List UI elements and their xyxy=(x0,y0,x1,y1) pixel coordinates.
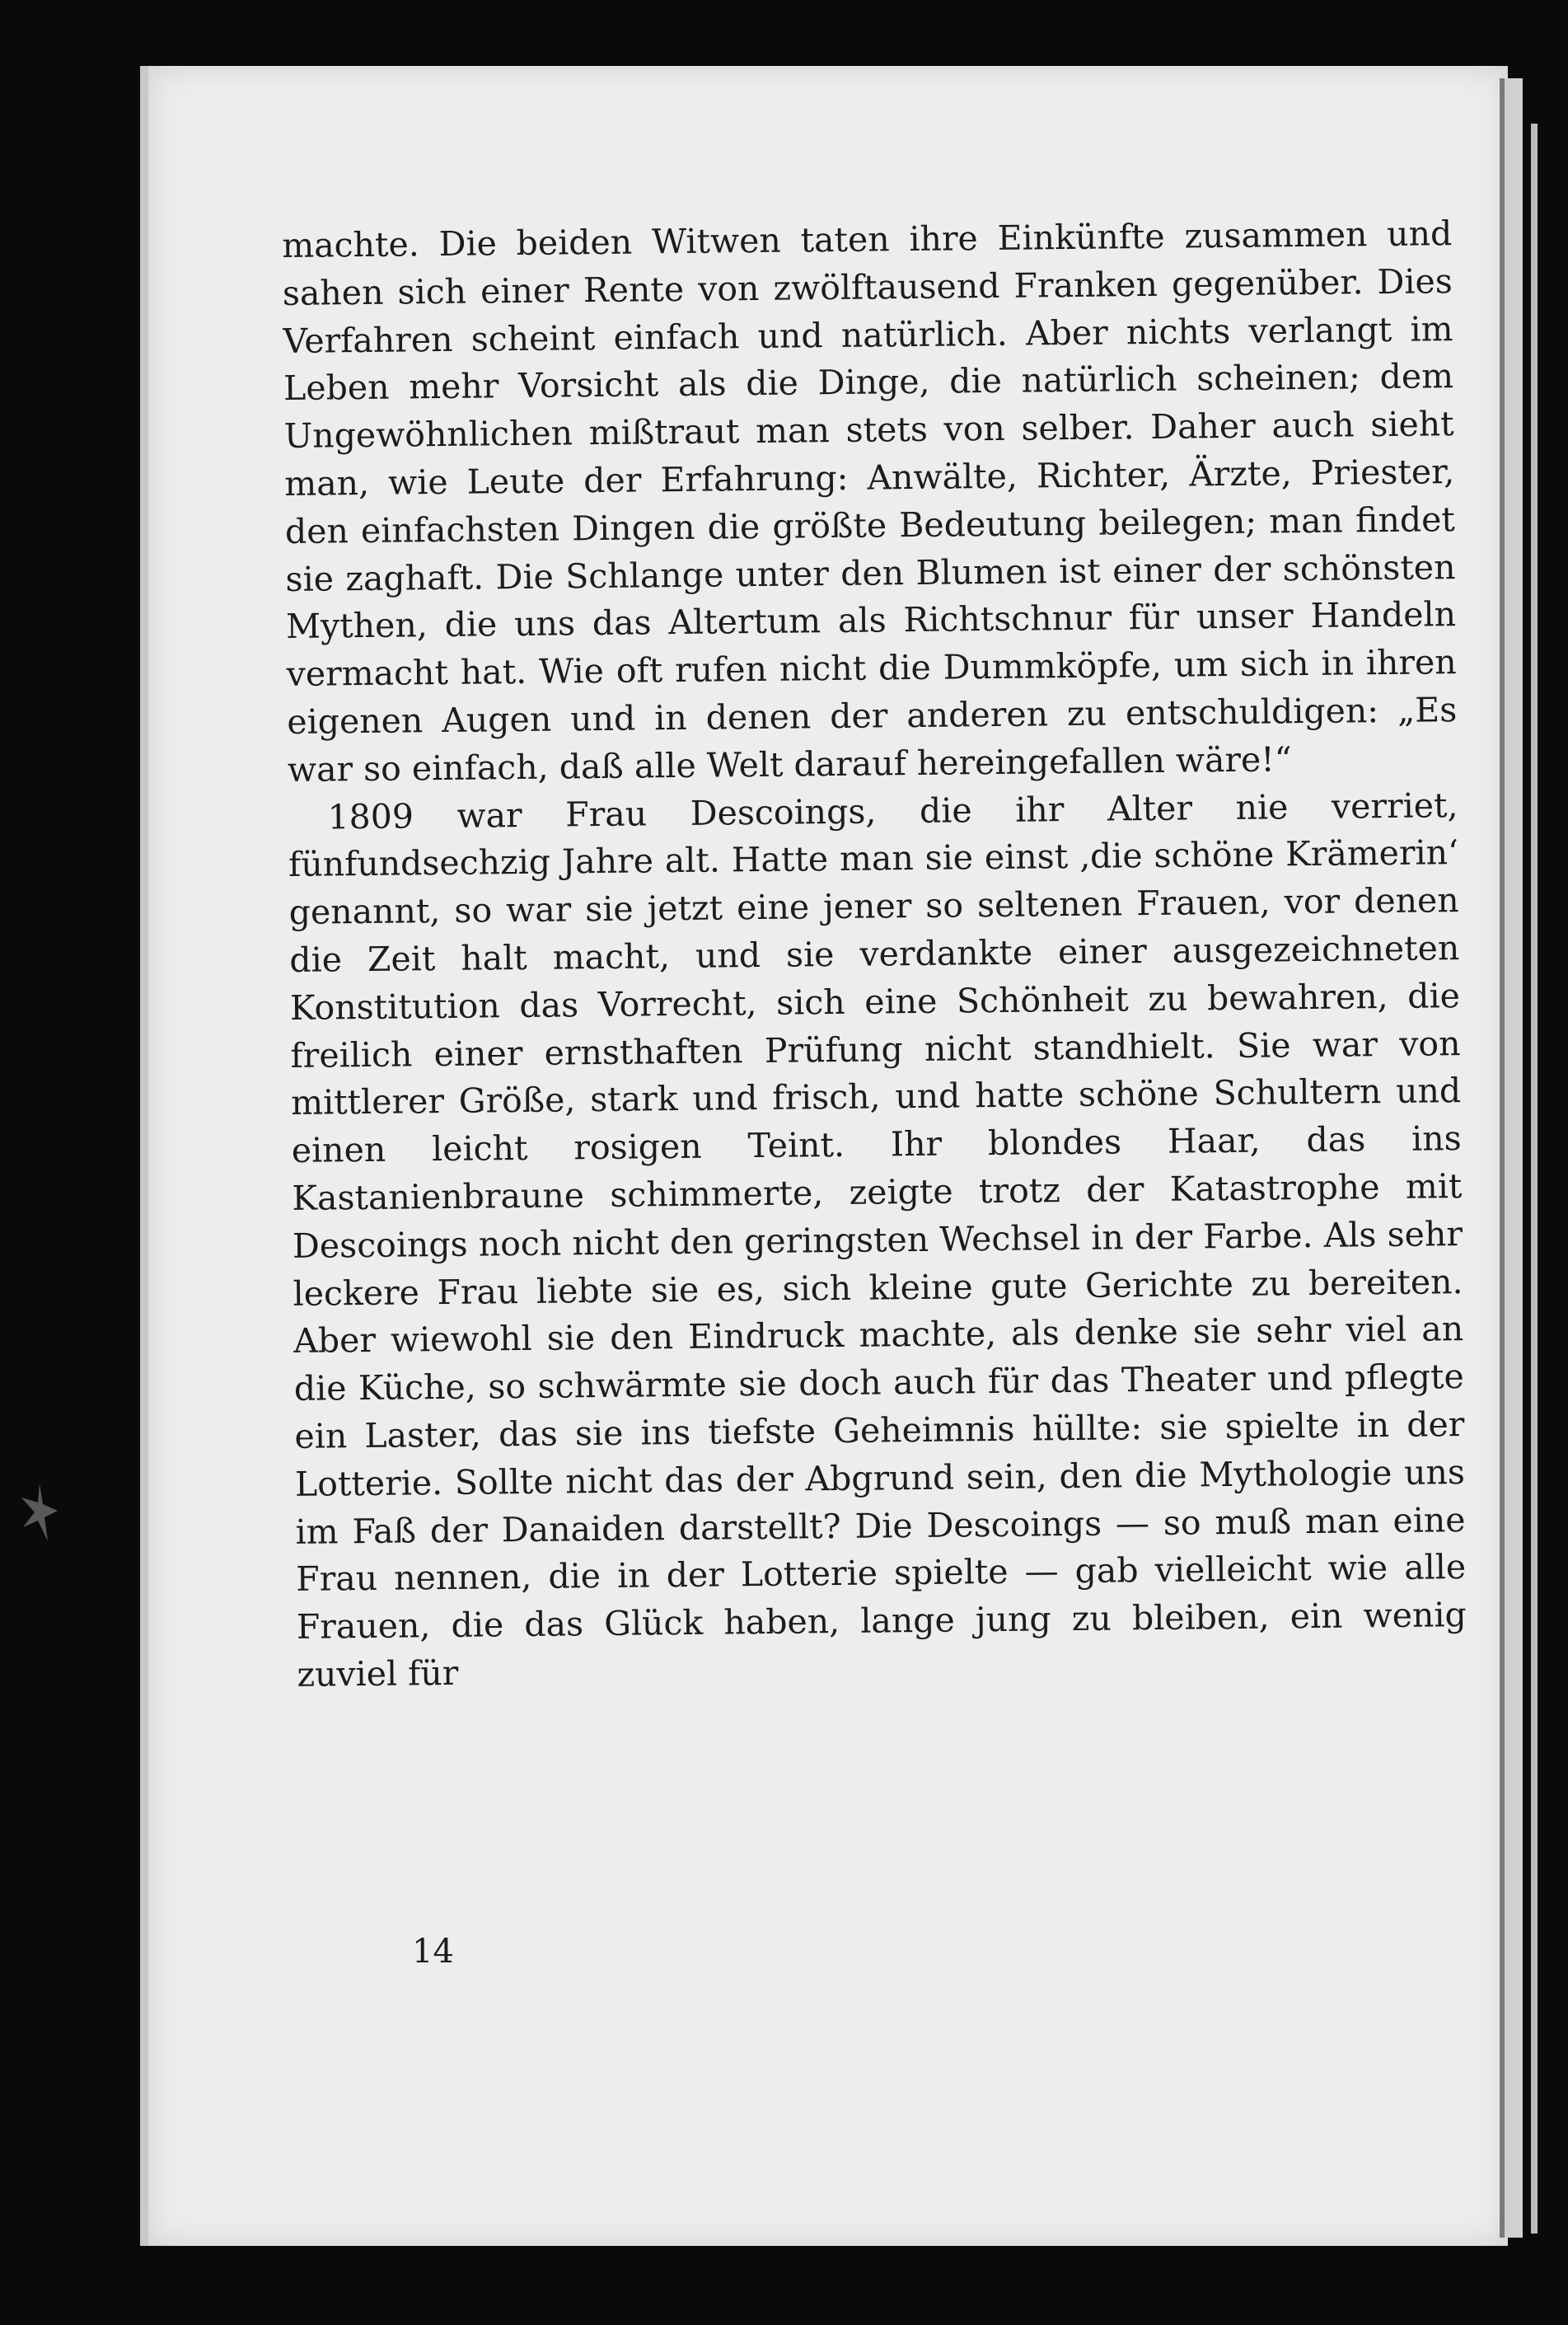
paragraph-1: machte. Die beiden Witwen taten ihre Einkünfte zusammen und sahen sich einer Rente von zwölftausend Franken gegenüber. Dies Verfahren scheint einfach und natürlich. Aber nichts verlangt im Leben mehr Vorsicht als die Dinge, die natürlich scheinen; dem Ungewöhnlichen mißtraut man stets von selber. Daher auch sieht man, wie Leute der Erfahrung: Anwälte, Richter, Ärzte, Priester, den einfachsten Dingen die größte Bedeutung beilegen; man findet sie zaghaft. Die Schlange unter den Blumen ist einer der schönsten Mythen, die uns das Altertum als Richtschnur für unser Handeln vermacht hat. Wie oft rufen nicht die Dummköpfe, um sich in ihren eigenen Augen und in denen der anderen zu entschuldigen: „Es war so einfach, daß alle Welt darauf hereingefallen wäre!“ xyxy=(282,213,1458,790)
page-edge xyxy=(1500,78,1523,2238)
paragraph-2: 1809 war Frau Descoings, die ihr Alter nie verriet, fünfundsechzig Jahre alt. Hatte man sie einst ‚die schöne Krämerin‘ genannt, so war sie jetzt eine jener so seltenen Frauen, vor denen die Zeit halt macht, und sie verdankte einer ausgezeichneten Konstitution das Vorrecht, sich eine Schönheit zu bewahren, die freilich einer ernsthaften Prüfung nicht standhielt. Sie war von mittlerer Größe, stark und frisch, und hatte schöne Schultern und einen leicht rosigen Teint. Ihr blondes Haar, das ins Kastanienbraune schimmerte, zeigte trotz der Katastrophe mit Descoings noch nicht den geringsten Wechsel in der Farbe. Als sehr leckere Frau liebte sie es, sich kleine gute Gerichte zu bereiten. Aber wiewohl sie den Eindruck machte, als denke sie sehr viel an die Küche, so schwärmte sie doch auch für das Theater und pflegte ein Laster, das sie ins tiefste Geheimnis hüllte: sie spielte in der Lotterie. Sollte nicht das der Abgrund sein, den die Mythologie uns im Faß der Danaiden darstellt? Die Descoings — so muß man eine Frau nennen, die in der Lotterie spielte — gab vielleicht wie alle Frauen, die das Glück haben, lange jung zu bleiben, ein wenig zuviel für xyxy=(288,785,1467,1695)
page-number: 14 xyxy=(412,1933,454,1971)
page-text xyxy=(282,210,1467,1699)
binding-edge xyxy=(1531,124,1538,2234)
dust-speck xyxy=(15,1479,64,1545)
